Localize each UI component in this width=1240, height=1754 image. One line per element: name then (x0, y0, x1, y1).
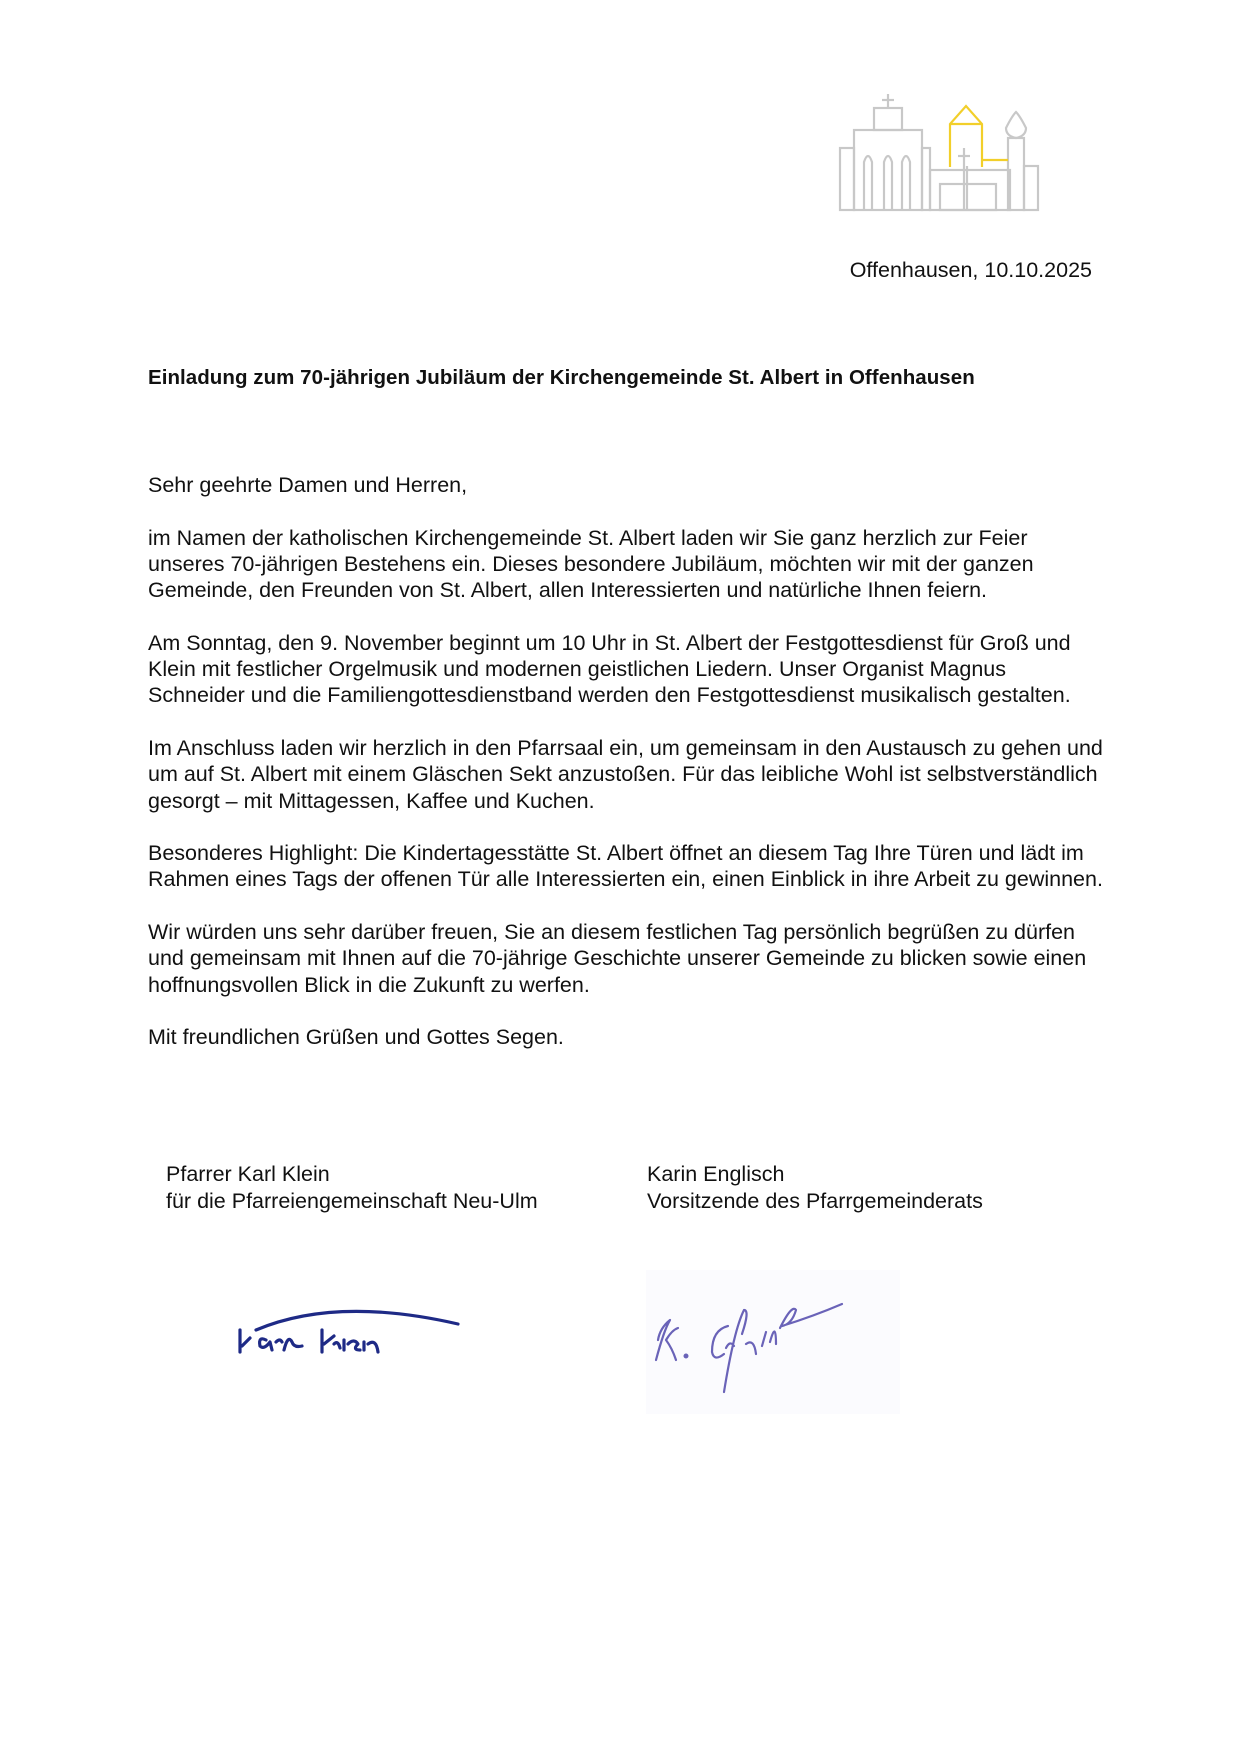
salutation: Sehr geehrte Damen und Herren, (148, 473, 468, 497)
paragraph-highlight: Besonderes Highlight: Die Kindertagesstätte St. Albert öffnet an diesem Tag Ihre Türen und lädt im Rahmen eines Tags der offenen Tür alle Interessierten ein, einen Einblick in ihre Arbeit zu gewinnen. (148, 841, 1103, 892)
place-and-date: Offenhausen, 10.10.2025 (849, 258, 1092, 282)
signature-karin-englisch (646, 1270, 900, 1414)
paragraph-outlook: Wir würden uns sehr darüber freuen, Sie an diesem festlichen Tag persönlich begrüßen zu dürfen und gemeinsam mit Ihnen auf die 70-jährige Geschichte unserer Gemeinde zu blicken sowie einen hoffnungsvollen Blick in die Zukunft zu werfen. (148, 920, 1087, 997)
signature-karl-klein (236, 1300, 482, 1360)
signatory-name: Karin Englisch (647, 1162, 785, 1186)
closing: Mit freundlichen Grüßen und Gottes Segen. (148, 1025, 564, 1050)
letter-title: Einladung zum 70-jährigen Jubiläum der Kirchengemeinde St. Albert in Offenhausen (148, 366, 975, 389)
signatory-name: Pfarrer Karl Klein (166, 1162, 330, 1186)
paragraph-reception: Im Anschluss laden wir herzlich in den Pfarrsaal ein, um gemeinsam in den Austausch zu gehen und um auf St. Albert mit einem Gläschen Sekt anzustoßen. Für das leibliche Wohl ist selbstverständlich gesorgt – mit Mittagessen, Kaffee und Kuchen. (148, 735, 1103, 813)
letter-body (148, 472, 1108, 1077)
signatory-left (166, 1161, 538, 1215)
church-skyline-logo (836, 92, 1054, 222)
signatory-right (647, 1161, 983, 1215)
paragraph-intro: im Namen der katholischen Kirchengemeinde St. Albert laden wir Sie ganz herzlich zur Feier unseres 70-jährigen Bestehens ein. Dieses besondere Jubiläum, möchten wir mit der ganzen Gemeinde, den Freunden von St. Albert, allen Interessierten und natürliche Ihnen feiern. (148, 525, 1034, 603)
signatory-role: für die Pfarreiengemeinschaft Neu-Ulm (166, 1189, 538, 1213)
signatory-role: Vorsitzende des Pfarrgemeinderats (647, 1189, 983, 1213)
paragraph-service: Am Sonntag, den 9. November beginnt um 10 Uhr in St. Albert der Festgottesdienst für Groß und Klein mit festlicher Orgelmusik und modernen geistlichen Liedern. Unser Organist Magnus Schneider und die Familiengottesdienstband werden den Festgottesdienst musikalisch gestalten. (148, 630, 1071, 708)
